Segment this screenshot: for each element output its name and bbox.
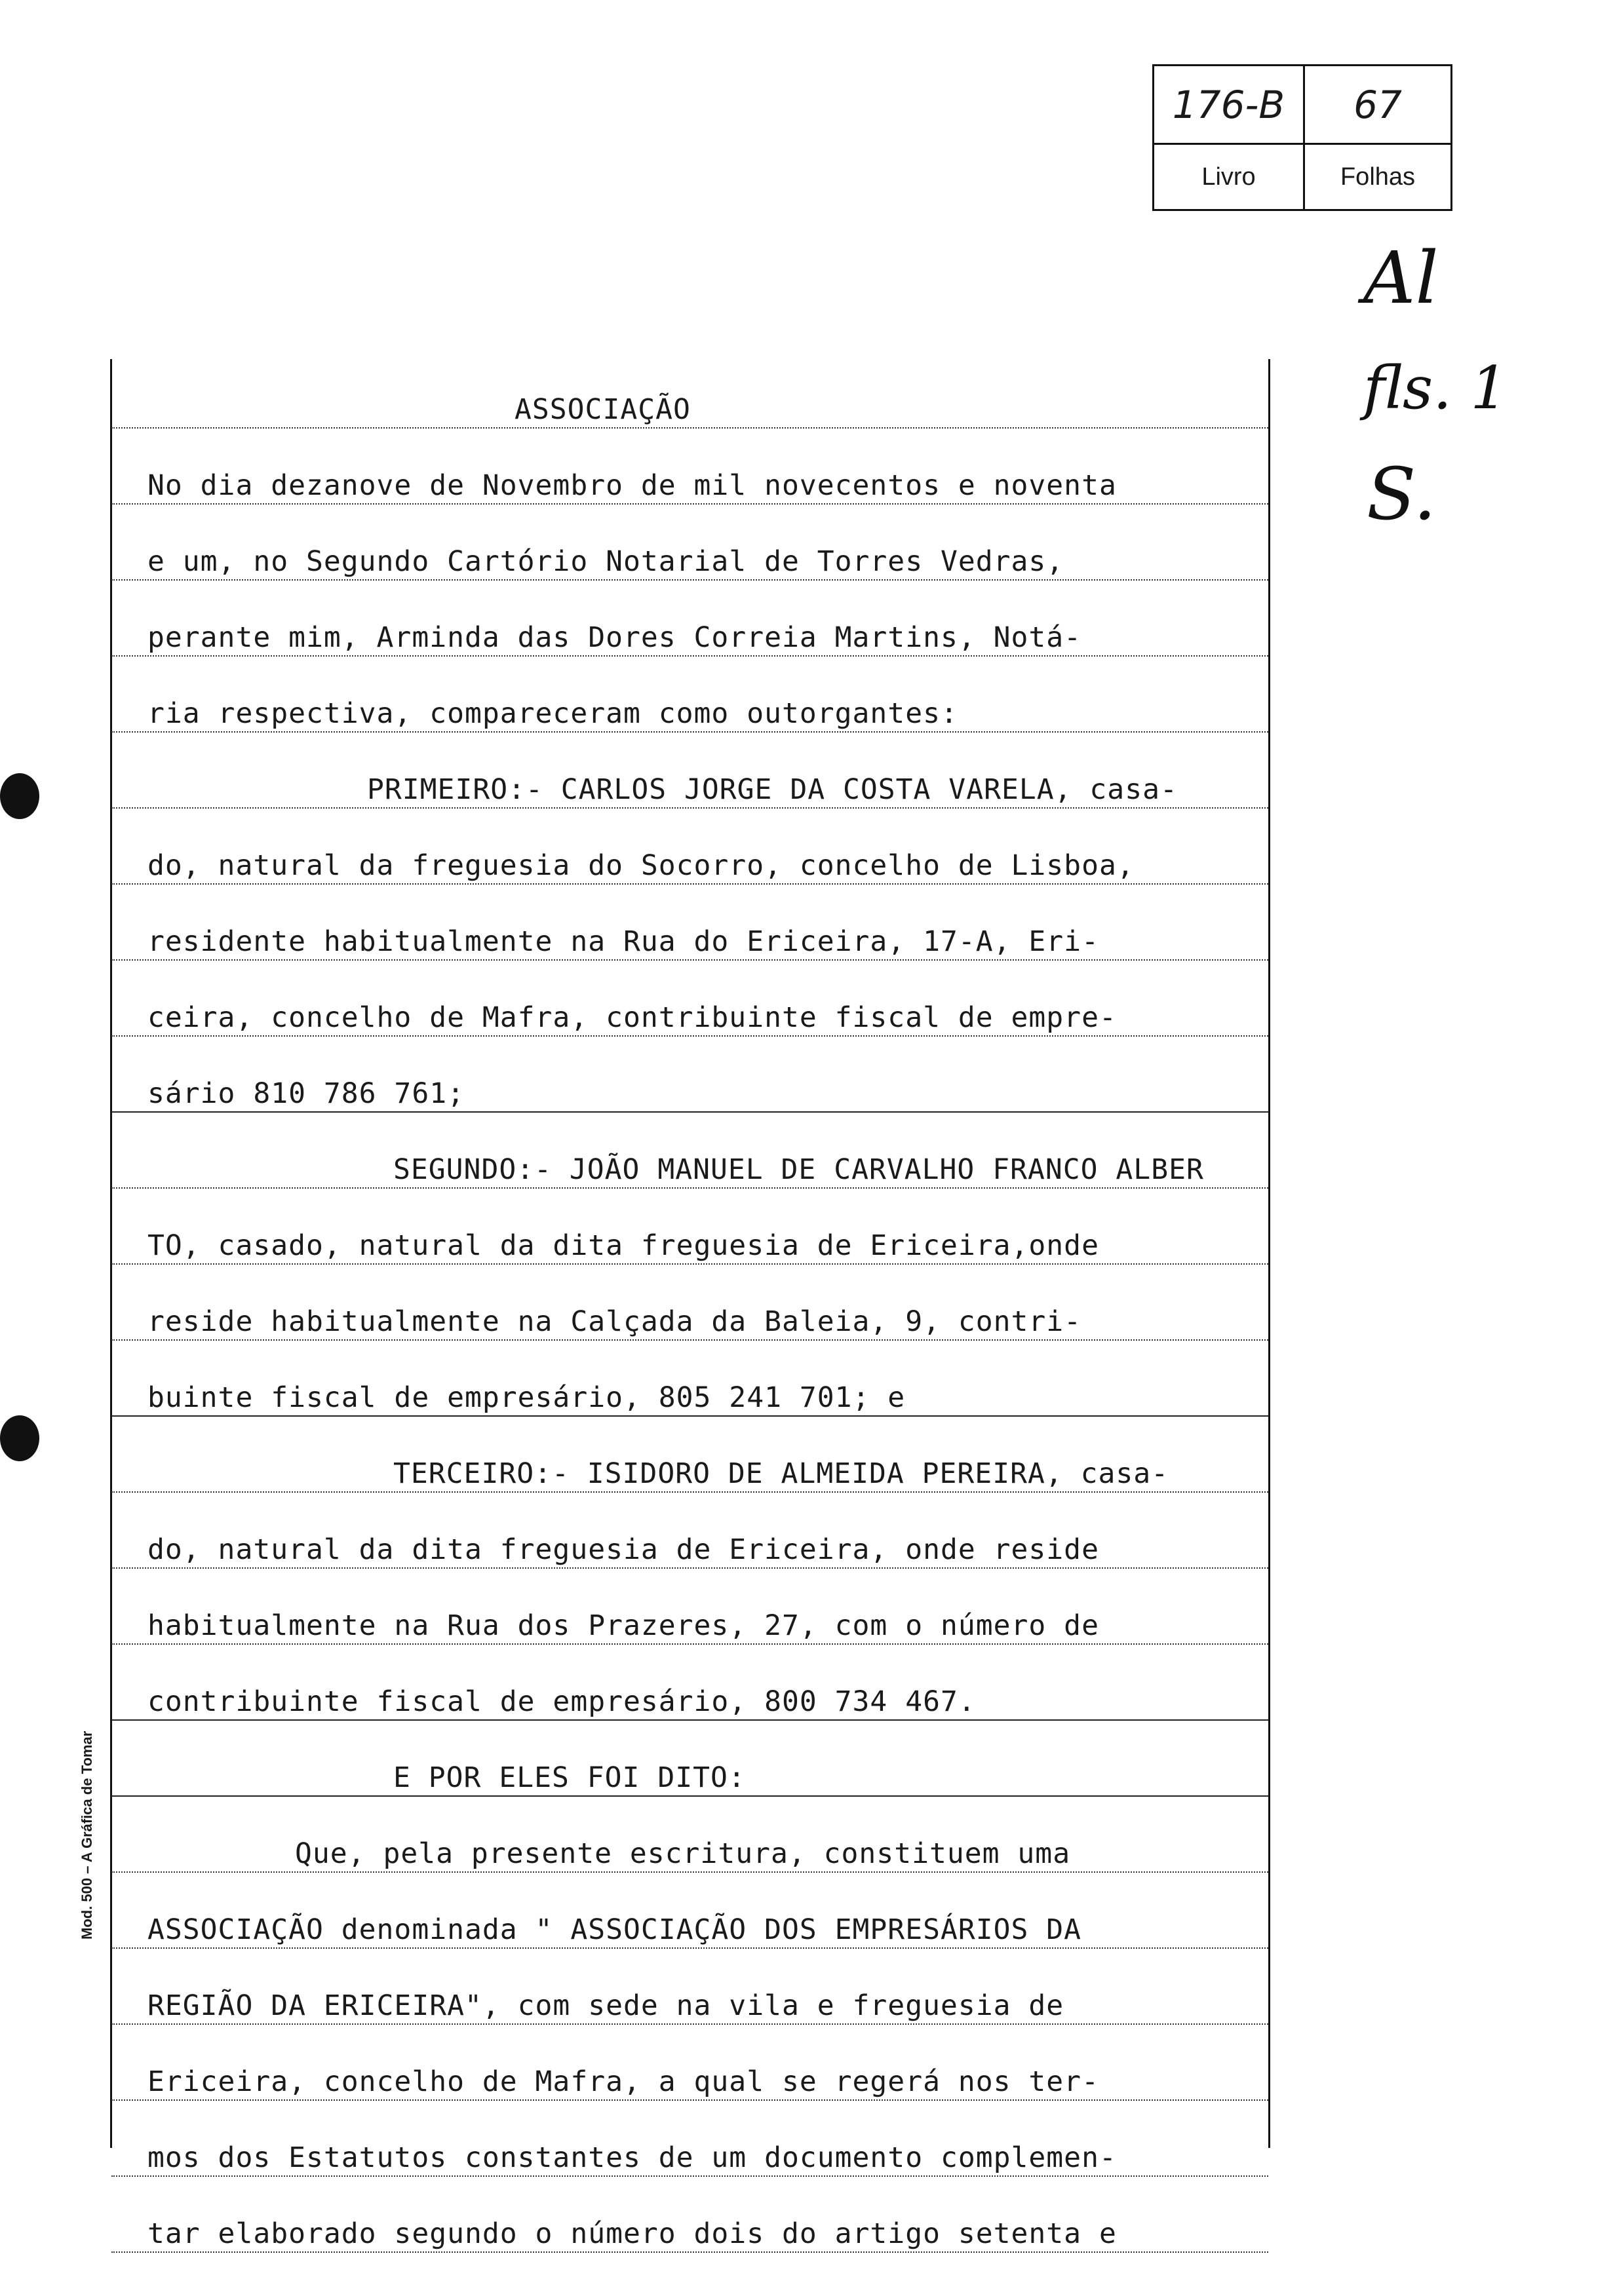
right-margin-line [1268, 359, 1270, 2148]
document-line: SEGUNDO:- JOÃO MANUEL DE CARVALHO FRANCO ALBER [111, 1119, 1268, 1195]
document-line: ria respectiva, compareceram como outorgantes: [111, 663, 1268, 739]
document-line [111, 359, 1268, 435]
document-line: No dia dezanove de Novembro de mil novecentos e noventa [111, 435, 1268, 511]
document-line: do, natural da freguesia do Socorro, concelho de Lisboa, [111, 815, 1268, 891]
document-body [111, 359, 1268, 2259]
document-line: do, natural da dita freguesia de Ericeira, onde reside [111, 1499, 1268, 1575]
document-line: TERCEIRO:- ISIDORO DE ALMEIDA PEREIRA, casa- [111, 1423, 1268, 1499]
livro-label: Livro [1154, 145, 1305, 209]
document-line: E POR ELES FOI DITO: [111, 1727, 1268, 1803]
form-code: Mod. 500 – A Gráfica de Tomar [79, 1731, 95, 1940]
document-line: Ericeira, concelho de Mafra, a qual se regerá nos ter- [111, 2031, 1268, 2107]
document-line: residente habitualmente na Rua do Ericeira, 17-A, Eri- [111, 891, 1268, 967]
document-line: buinte fiscal de empresário, 805 241 701; e [111, 1347, 1268, 1423]
folhas-label: Folhas [1340, 163, 1416, 191]
binding-hole-mark [0, 1415, 39, 1461]
document-line: ASSOCIAÇÃO denominada " ASSOCIAÇÃO DOS EMPRESÁRIOS DA [111, 1879, 1268, 1955]
livro-value: 176-B [1154, 66, 1305, 145]
document-line: mos dos Estatutos constantes de um documento complemen- [111, 2107, 1268, 2183]
binding-hole-mark [0, 773, 39, 819]
document-line: sário 810 786 761; [111, 1043, 1268, 1119]
document-line: Que, pela presente escritura, constituem uma [111, 1803, 1268, 1879]
document-line: tar elaborado segundo o número dois do artigo setenta e [111, 2183, 1268, 2259]
document-line: reside habitualmente na Calçada da Baleia, 9, contri- [111, 1271, 1268, 1347]
folhas-value: 67 [1305, 66, 1450, 145]
handwritten-folio: fls. 1 [1363, 354, 1508, 423]
document-line: e um, no Segundo Cartório Notarial de Torres Vedras, [111, 511, 1268, 587]
document-line: PRIMEIRO:- CARLOS JORGE DA COSTA VARELA, casa- [111, 739, 1268, 815]
document-line: ceira, concelho de Mafra, contribuinte fiscal de empre- [111, 967, 1268, 1043]
document-line: contribuinte fiscal de empresário, 800 734 467. [111, 1651, 1268, 1727]
register-box [1152, 64, 1452, 211]
handwritten-initials: Al [1363, 236, 1439, 320]
document-line: REGIÃO DA ERICEIRA", com sede na vila e freguesia de [111, 1955, 1268, 2031]
document-title: ASSOCIAÇÃO [515, 393, 691, 426]
document-line: habitualmente na Rua dos Prazeres, 27, com o número de [111, 1575, 1268, 1651]
document-line: perante mim, Arminda das Dores Correia Martins, Notá- [111, 587, 1268, 663]
handwritten-mark: S. [1367, 452, 1437, 536]
document-line: TO, casado, natural da dita freguesia de Ericeira,onde [111, 1195, 1268, 1271]
